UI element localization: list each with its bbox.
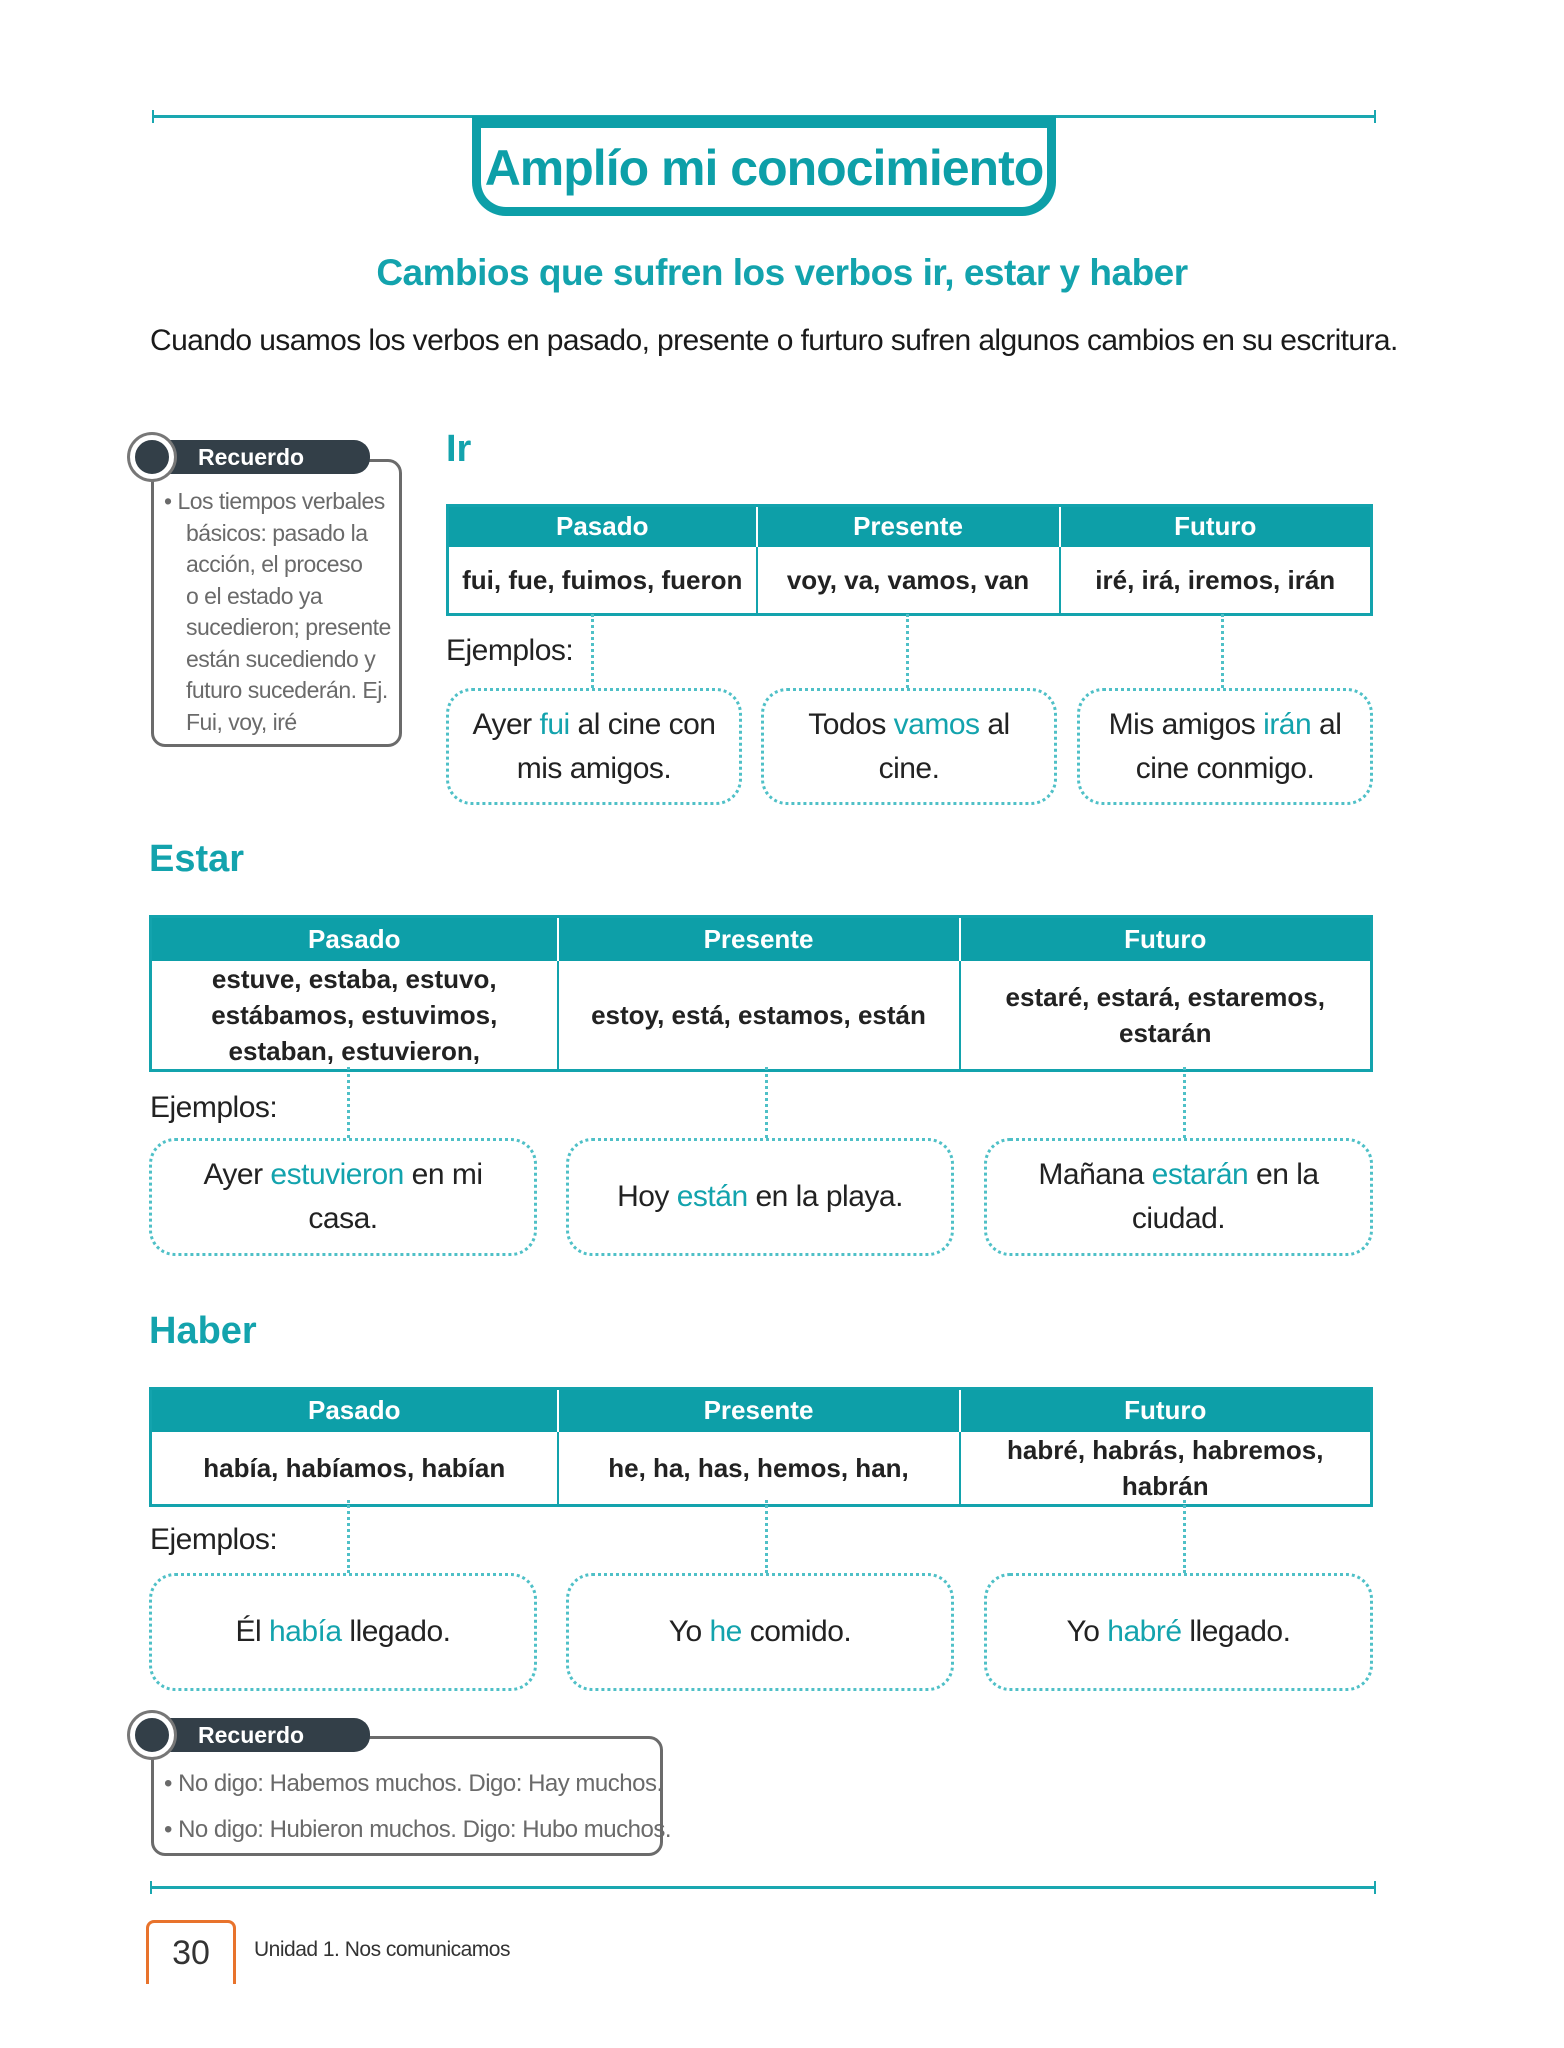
example-box: Yo he comido. [566,1573,954,1691]
recuerdo-bullet-icon [130,1713,174,1757]
recuerdo-line: • No digo: Hubieron muchos. Digo: Hubo muchos. [164,1816,672,1843]
recuerdo-box [151,1736,672,1856]
page-number: 30 [146,1920,236,1984]
haber-table [149,1387,1373,1507]
connector [591,614,594,688]
ejemplos-label: Ejemplos: [150,1523,278,1556]
connector [1183,1067,1186,1138]
connector [906,614,909,688]
unit-label: Unidad 1. Nos comunicamos [254,1938,510,1961]
col-pasado: Pasado [151,917,558,961]
connector [1221,614,1224,688]
example-box: Ayer estuvieron en mi casa. [149,1138,537,1256]
example-box: Mañana estarán en la ciudad. [984,1138,1373,1256]
cell-futuro: iré, irá, iremos, irán [1060,547,1372,615]
recuerdo-line: acción, el proceso [186,551,363,577]
cell-presente: estoy, está, estamos, están [558,961,960,1071]
cell-presente: he, ha, has, hemos, han, [558,1432,960,1506]
example-box: Él había llegado. [149,1573,537,1691]
intro-text: Cuando usamos los verbos en pasado, presente o furturo sufren algunos cambios en su escritura. [150,324,1398,357]
recuerdo-box [151,459,402,747]
recuerdo-line: • Los tiempos verbales [164,488,385,514]
example-box: Mis amigos irán al cine conmigo. [1077,688,1373,805]
recuerdo-line: están sucediendo y [186,645,376,672]
connector [765,1067,768,1138]
estar-table [149,915,1373,1072]
col-futuro: Futuro [960,917,1372,961]
cell-presente: voy, va, vamos, van [757,547,1060,615]
recuerdo-line: sucedieron; presente [186,614,391,640]
verb-heading-haber: Haber [149,1310,257,1352]
recuerdo-line: básicos: pasado la [186,519,368,546]
col-presente: Presente [558,917,960,961]
recuerdo-line: • No digo: Habemos muchos. Digo: Hay muchos. [164,1770,663,1797]
recuerdo-label: Recuerdo [140,440,370,474]
cell-pasado: había, habíamos, habían [203,1452,506,1483]
recuerdo-label: Recuerdo [140,1718,370,1752]
recuerdo-line: futuro sucederán. Ej. [186,677,388,703]
recuerdo-bullet-icon [130,435,174,479]
cell-pasado: fui, fue, fuimos, fueron [462,564,743,595]
col-futuro: Futuro [960,1389,1372,1432]
bottom-rule [150,1886,1376,1889]
connector [765,1500,768,1573]
ejemplos-label: Ejemplos: [446,634,574,667]
cell-futuro: habré, habrás, habremos, habrán [960,1432,1372,1506]
subtitle: Cambios que sufren los verbos ir, estar y haber [376,252,1188,293]
cell-pasado: estuve, estaba, estuvo, estábamos, estuvimos, estaban, estuvieron, [211,963,498,1066]
example-box: Ayer fui al cine con mis amigos. [446,688,742,805]
ir-table [446,504,1373,616]
example-box: Yo habré llegado. [984,1573,1373,1691]
col-pasado: Pasado [151,1389,558,1432]
ejemplos-label: Ejemplos: [150,1091,278,1124]
cell-futuro: estaré, estará, estaremos, estarán [960,961,1372,1071]
col-presente: Presente [558,1389,960,1432]
section-title-box [472,116,1056,216]
verb-heading-ir: Ir [446,428,472,470]
connector [347,1067,350,1138]
col-futuro: Futuro [1060,506,1372,547]
connector [1183,1500,1186,1573]
section-title: Amplío mi conocimiento [484,139,1044,196]
col-pasado: Pasado [448,506,757,547]
connector [347,1500,350,1573]
recuerdo-line: o el estado ya [186,582,323,609]
recuerdo-line: Fui, voy, iré [186,708,297,735]
verb-heading-estar: Estar [149,838,245,880]
example-box: Hoy están en la playa. [566,1138,954,1256]
col-presente: Presente [757,506,1060,547]
example-box: Todos vamos al cine. [761,688,1057,805]
